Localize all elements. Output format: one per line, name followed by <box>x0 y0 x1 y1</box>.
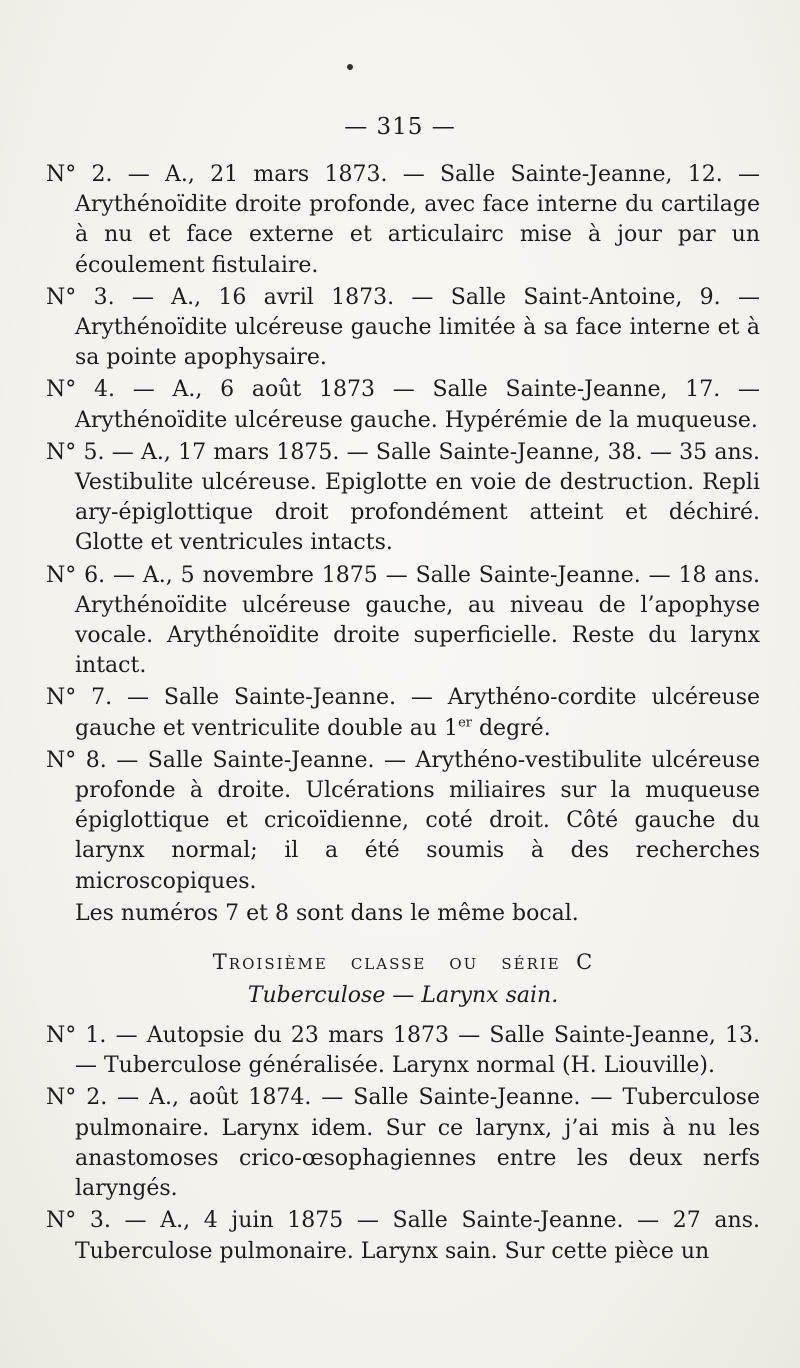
entry-c-1: N° 1. — Autopsie du 23 mars 1873 — Salle Sainte-Jeanne, 13. — Tuberculose généralisée. Larynx normal (H. Liouville). <box>46 1023 760 1079</box>
section-title <box>46 947 760 977</box>
entry-b-7-tail: degré. <box>471 715 551 741</box>
section-title-word: classe <box>350 950 427 975</box>
page-number: — 315 — <box>344 114 456 140</box>
entry-b-3: N° 3. — A., 16 avril 1873. — Salle Saint-Antoine, 9. — Arythénoïdite ulcéreuse gauche limitée à sa face interne et à sa pointe apophysaire. <box>46 284 760 371</box>
section-title-word: ou <box>449 950 479 975</box>
entry-b-8: N° 8. — Salle Sainte-Jeanne. — Arythéno-vestibulite ulcéreuse profonde à droite. Ulcérations miliaires sur la muqueuse épiglottique et cricoïdienne, coté droit. Côté gauche du larynx normal; il a été soumis à des recherches microscopiques. <box>46 747 760 894</box>
entry-b-7-superscript: er <box>458 715 472 731</box>
section-subtitle: Tuberculose — Larynx sain. <box>247 983 559 1009</box>
page-body <box>46 160 760 1269</box>
entry-b-4: N° 4. — A., 6 août 1873 — Salle Sainte-Jeanne, 17. — Arythénoïdite ulcéreuse gauche. Hypérémie de la muqueuse. <box>46 377 760 433</box>
note-same-jar: Les numéros 7 et 8 sont dans le même bocal. <box>75 900 579 926</box>
entry-b-2: N° 2. — A., 21 mars 1873. — Salle Sainte-Jeanne, 12. — Arythénoïdite droite profonde, avec face interne du cartilage à nu et face externe et articulairc mise à jour par un écoulement fistulaire. <box>46 162 760 278</box>
entry-b-7-text: N° 7. — Salle Sainte-Jeanne. — Arythéno-cordite ulcéreuse gauche et ventriculite double au 1 <box>46 685 760 741</box>
entry-c-2: N° 2. — A., août 1874. — Salle Sainte-Jeanne. — Tuberculose pulmonaire. Larynx idem. Sur ce larynx, j’ai mis à nu les anastomoses crico-œsophagiennes entre les deux nerfs laryngés. <box>46 1085 760 1202</box>
section-title-word: Troisième <box>212 950 328 975</box>
entry-c-3: N° 3. — A., 4 juin 1875 — Salle Sainte-Jeanne. — 27 ans. Tuberculose pulmonaire. Larynx sain. Sur cette pièce un <box>46 1208 760 1264</box>
section-letter: C <box>576 950 594 975</box>
entry-b-6: N° 6. — A., 5 novembre 1875 — Salle Sainte-Jeanne. — 18 ans. Arythénoïdite ulcéreuse gauche, au niveau de l’apophyse vocale. Arythénoïdite droite superficielle. Reste du larynx intact. <box>46 562 760 679</box>
entry-b-5: N° 5. — A., 17 mars 1875. — Salle Sainte-Jeanne, 38. — 35 ans. Vestibulite ulcéreuse. Epiglotte en voie de destruction. Repli ary-épiglottique droit profondément atteint et déchiré. Glotte et ventricules intacts. <box>46 439 760 556</box>
section-title-word: série <box>501 950 561 975</box>
ink-dot <box>347 64 353 70</box>
entry-b-7 <box>46 683 760 743</box>
